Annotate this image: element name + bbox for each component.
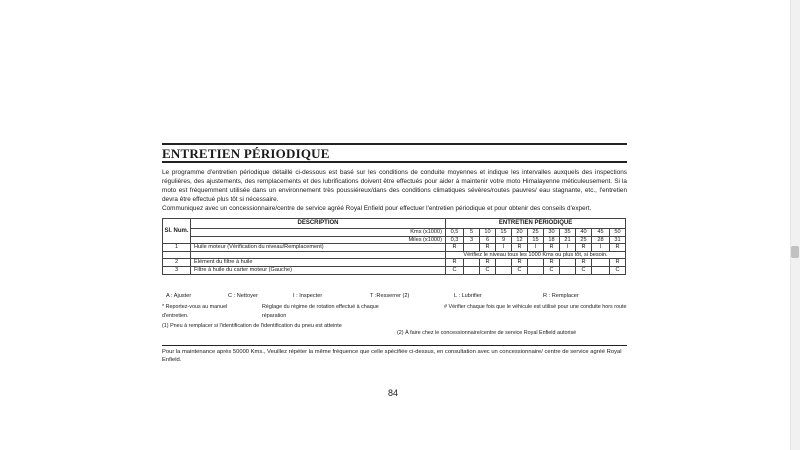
miles-value: 28 bbox=[592, 236, 610, 244]
table-row bbox=[163, 266, 626, 274]
miles-value: 12 bbox=[512, 236, 528, 244]
kms-value: 35 bbox=[560, 229, 576, 237]
contact-paragraph: Communiquez avec un concessionnaire/centre de service agréé Royal Enfield pour effectuer l'entretien périodique et pour obtenir des conseils d'expert. bbox=[162, 205, 592, 212]
schedule-cell bbox=[592, 259, 610, 267]
kms-value: 15 bbox=[496, 229, 512, 237]
schedule-cell bbox=[496, 259, 512, 267]
schedule-cell: R bbox=[480, 259, 496, 267]
miles-value: 3 bbox=[464, 236, 480, 244]
kms-value: 50 bbox=[610, 229, 626, 237]
row-number: 2 bbox=[163, 259, 191, 267]
schedule-cell bbox=[464, 244, 480, 252]
schedule-cell bbox=[464, 259, 480, 267]
schedule-cell: R bbox=[512, 244, 528, 252]
legend-clean: C : Nettoyer bbox=[228, 293, 258, 299]
schedule-cell: R bbox=[576, 259, 592, 267]
schedule-cell: I bbox=[560, 244, 576, 252]
intro-paragraph: Le programme d'entretien périodique détaillé ci-dessous est basé sur les conditions de conduite moyennes et indique les intervalles auxquels des inspections régulières, des ajustements, des remplacements et des lubrifications doivent être effectués pour aider à maintenir votre moto Himalayenne méticuleusement. Si la moto est fréquemment utilisée dans un environnement très poussiéreux/dans des conditions climatiques sévères/routes pauvres/ eau stagnante, etc., l'entretien devra être effectué plus tôt si nécessaire. bbox=[162, 169, 627, 203]
row-description: Élément du filtre à huile bbox=[191, 259, 446, 267]
kms-value: 5 bbox=[464, 229, 480, 237]
row-description: Huile moteur (Vérification du niveau/Remplacement) bbox=[191, 244, 446, 252]
schedule-cell: I bbox=[528, 244, 544, 252]
row-number: 3 bbox=[163, 266, 191, 274]
schedule-cell: R bbox=[610, 259, 626, 267]
after-50000-note: Pour la maintenance après 50000 Kms., Veuillez répéter la même fréquence que celle spécifiée ci-dessus, en consultation avec un concessionnaire/ centre de service agréé Royal Enfield. bbox=[162, 349, 622, 363]
schedule-cell: R bbox=[544, 259, 560, 267]
miles-value: 6 bbox=[480, 236, 496, 244]
schedule-cell: C bbox=[576, 266, 592, 274]
schedule-cell: R bbox=[446, 259, 464, 267]
miles-value: 9 bbox=[496, 236, 512, 244]
schedule-cell bbox=[528, 266, 544, 274]
schedule-cell: R bbox=[480, 244, 496, 252]
schedule-note: Vérifiez le niveau tous les 1000 Kms ou plus tôt, si besoin. bbox=[446, 251, 626, 259]
footnote-rotation: Réglage du régime de rotation effectué à chaque réparation bbox=[262, 304, 379, 319]
schedule-cell bbox=[560, 266, 576, 274]
schedule-cell: R bbox=[610, 244, 626, 252]
col-header-description: DESCRIPTION bbox=[191, 219, 446, 229]
schedule-cell: R bbox=[576, 244, 592, 252]
vertical-scrollbar[interactable] bbox=[790, 0, 800, 450]
schedule-cell: R bbox=[544, 244, 560, 252]
page-title: ENTRETIEN PÉRIODIQUE bbox=[162, 146, 330, 161]
document-page bbox=[162, 140, 627, 410]
col-header-maintenance: ENTRETIEN PÉRIODIQUE bbox=[446, 219, 626, 229]
footnote-offroad: # Vérifier chaque fois que le véhicule est utilisé pour une conduite hors route bbox=[444, 304, 627, 310]
miles-row bbox=[163, 236, 626, 244]
row-description: Filtre à huile du carter moteur (Gauche) bbox=[191, 266, 446, 274]
kms-label: Kms (x1000) bbox=[191, 229, 446, 237]
miles-value: 21 bbox=[560, 236, 576, 244]
footnote-manual: * Reportez-vous au manuel d'entretien. bbox=[162, 304, 228, 319]
legend-lubricate: L : Lubrifier bbox=[454, 293, 482, 299]
kms-value: 25 bbox=[528, 229, 544, 237]
schedule-cell bbox=[560, 259, 576, 267]
schedule-cell bbox=[464, 266, 480, 274]
legend-replace: R : Remplacer bbox=[543, 293, 579, 299]
kms-value: 0,5 bbox=[446, 229, 464, 237]
kms-value: 45 bbox=[592, 229, 610, 237]
schedule-cell bbox=[592, 266, 610, 274]
schedule-cell: C bbox=[512, 266, 528, 274]
legend-inspect: I : Inspecter bbox=[293, 293, 323, 299]
schedule-cell: I bbox=[592, 244, 610, 252]
schedule-cell: R bbox=[512, 259, 528, 267]
kms-value: 40 bbox=[576, 229, 592, 237]
title-rule bbox=[162, 161, 627, 163]
schedule-cell: I bbox=[496, 244, 512, 252]
schedule-cell: R bbox=[446, 244, 464, 252]
miles-value: 15 bbox=[528, 236, 544, 244]
legend-tighten: T :Resserrer (2) bbox=[370, 293, 410, 299]
legend bbox=[162, 292, 627, 301]
row-number: 1 bbox=[163, 244, 191, 252]
schedule-cell bbox=[496, 266, 512, 274]
maintenance-table bbox=[162, 218, 626, 275]
kms-value: 10 bbox=[480, 229, 496, 237]
kms-value: 20 bbox=[512, 229, 528, 237]
row-number bbox=[163, 251, 191, 259]
tail-rule bbox=[162, 345, 627, 346]
kms-row bbox=[163, 229, 626, 237]
miles-value: 18 bbox=[544, 236, 560, 244]
schedule-cell: C bbox=[610, 266, 626, 274]
kms-value: 30 bbox=[544, 229, 560, 237]
miles-label: Miles (x1000) bbox=[191, 236, 446, 244]
page-number: 84 bbox=[388, 388, 399, 398]
schedule-cell: C bbox=[544, 266, 560, 274]
top-rule bbox=[162, 143, 627, 145]
table-header-row bbox=[163, 219, 626, 229]
table-row bbox=[163, 259, 626, 267]
schedule-cell bbox=[528, 259, 544, 267]
table-row bbox=[163, 251, 626, 259]
col-header-sl: Sl. Num. bbox=[163, 219, 191, 244]
scrollbar-thumb[interactable] bbox=[791, 246, 799, 258]
footnote-dealer: (2) À faire chez le concessionnaire/centre de service Royal Enfield autorisé bbox=[397, 330, 577, 336]
schedule-cell: C bbox=[446, 266, 464, 274]
miles-value: 25 bbox=[576, 236, 592, 244]
legend-adjust: A : Ajuster bbox=[166, 293, 192, 299]
row-description bbox=[191, 251, 446, 259]
footnote-tyre: (1) Pneu à remplacer si l'identification de l'identification du pneu est atteinte bbox=[162, 323, 342, 329]
miles-value: 31 bbox=[610, 236, 626, 244]
miles-value: 0,3 bbox=[446, 236, 464, 244]
table-row bbox=[163, 244, 626, 252]
schedule-cell: C bbox=[480, 266, 496, 274]
